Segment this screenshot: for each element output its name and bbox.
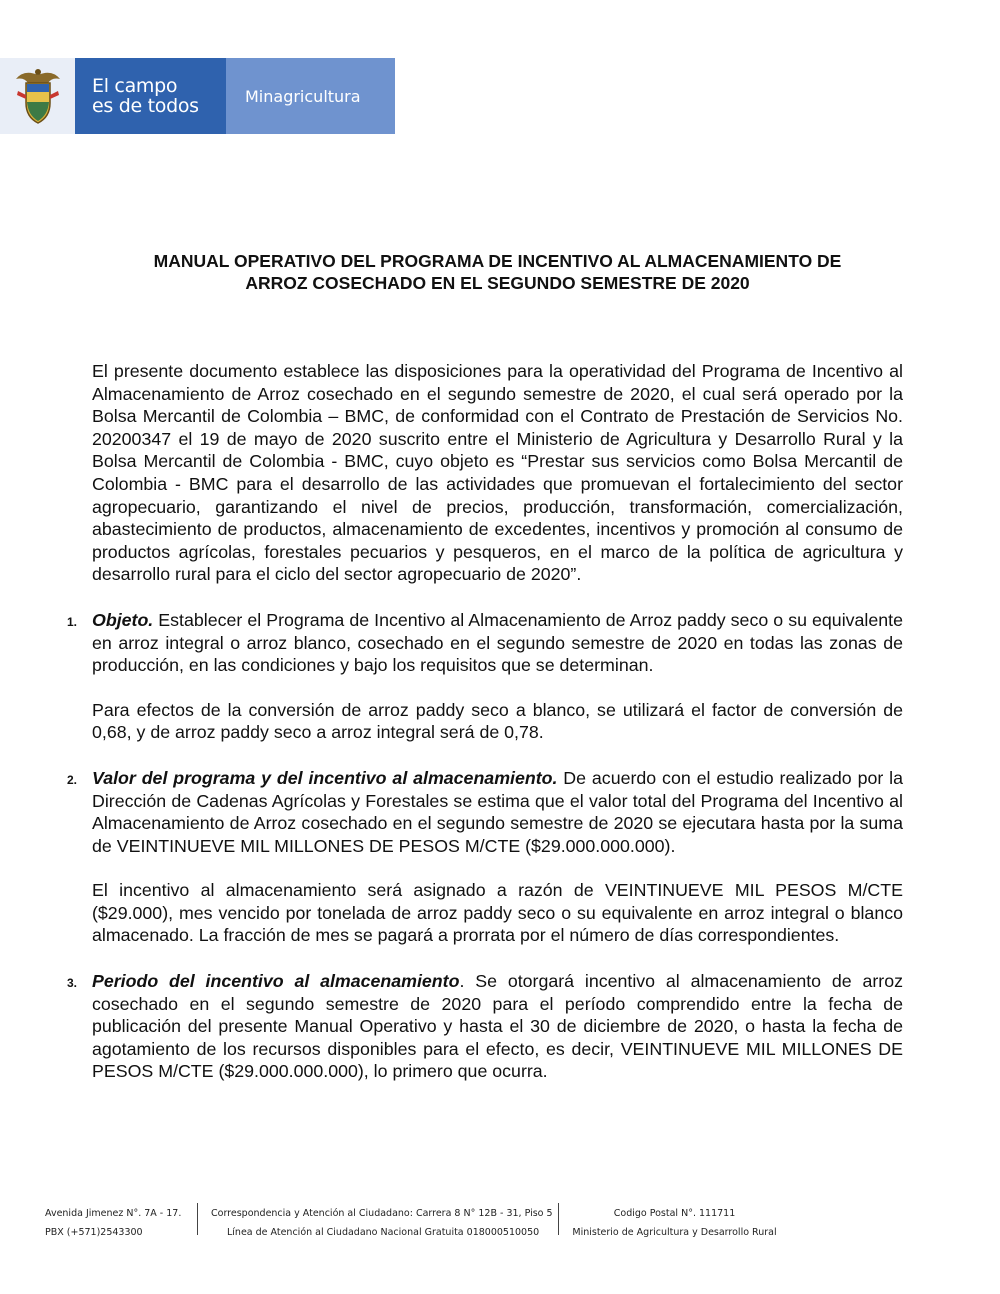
document-title <box>90 250 905 294</box>
title-line-2: ARROZ COSECHADO EN EL SEGUNDO SEMESTRE DE 2020 <box>245 273 750 293</box>
campo-slogan <box>75 58 226 134</box>
title-line-1: MANUAL OPERATIVO DEL PROGRAMA DE INCENTIVO AL ALMACENAMIENTO DE <box>153 251 842 271</box>
slogan-line-2: es de todos <box>92 95 199 117</box>
section-text: Establecer el Programa de Incentivo al Almacenamiento de Arroz paddy seco o su equivalente en arroz integral o arroz blanco, cosechado en el segundo semestre de 2020 en todas las zonas de producción, en las condiciones y bajo los requisitos que se determinan. <box>92 609 903 676</box>
footer-correspondence: Correspondencia y Atención al Ciudadano: Carrera 8 N° 12B - 31, Piso 5 <box>211 1208 553 1219</box>
section-heading: Periodo del incentivo al almacenamiento <box>92 971 460 992</box>
page-footer <box>0 1200 1000 1240</box>
section-periodo <box>67 970 903 1083</box>
section-paragraph <box>92 970 903 1083</box>
crest-container <box>0 58 75 134</box>
footer-postal-block <box>572 1204 777 1242</box>
document-body <box>67 360 903 1083</box>
footer-hotline: Línea de Atención al Ciudadano Nacional Gratuita 018000510050 <box>227 1227 540 1238</box>
section-heading: Valor del programa y del incentivo al almacenamiento. <box>92 767 558 788</box>
section-number: 2. <box>67 772 78 787</box>
footer-address: Avenida Jimenez N°. 7A - 17. <box>45 1208 182 1219</box>
section-extra-paragraph: Para efectos de la conversión de arroz paddy seco a blanco, se utilizará el factor de conversión de 0,68, y de arroz paddy seco a arroz integral será de 0,78. <box>92 699 903 743</box>
section-objeto <box>67 609 903 744</box>
footer-ministry-name: Ministerio de Agricultura y Desarrollo Rural <box>572 1227 777 1238</box>
intro-paragraph: El presente documento establece las disposiciones para la operatividad del Programa de Incentivo al Almacenamiento de Arroz cosechado en el segundo semestre de 2020, el cual será operado por la Bolsa Mercantil de Colombia – BMC, de conformidad con el Contrato de Prestación de Servicios No. 20200347 el 19 de mayo de 2020 suscrito entre el Ministerio de Agricultura y Desarrollo Rural y la Bolsa Mercantil de Colombia - BMC, cuyo objeto es “Prestar sus servicios como Bolsa Mercantil de Colombia - BMC para el desarrollo de las actividades que promuevan el fortalecimiento del sector agropecuario, garantizando el nivel de precios, producción, transformación, comercialización, abastecimiento de productos, almacenamiento de excedentes, incentivos y promoción al consumo de productos agrícolas, forestales pecuarios y pesqueros, en el marco de la política de agricultura y desarrollo rural para el ciclo del sector agropecuario de 2020”. <box>92 361 903 585</box>
footer-divider <box>558 1203 559 1235</box>
section-extra-paragraph: El incentivo al almacenamiento será asignado a razón de VEINTINUEVE MIL PESOS M/CTE ($29.000), mes vencido por tonelada de arroz paddy seco o su equivalente en arroz integral o blanco almacenado. La fracción de mes se pagará a prorrata por el número de días correspondientes. <box>92 880 903 946</box>
footer-postal-code: Codigo Postal N°. 111711 <box>613 1208 736 1219</box>
footer-pbx: PBX (+571)2543300 <box>45 1227 143 1238</box>
section-text: . Se otorgará incentivo al almacenamiento de arroz cosechado en el segundo semestre de 2020 para el período comprendido entre la fecha de publicación del presente Manual Operativo y hasta el 30 de diciembre de 2020, o hasta la fecha de agotamiento de los recursos disponibles para el efecto, es decir, VEINTINUEVE MIL MILLONES DE PESOS M/CTE ($29.000.000.000), lo primero que ocurra. <box>92 971 903 1082</box>
slogan-line-1: El campo <box>92 75 178 97</box>
section-number: 1. <box>67 614 78 629</box>
footer-contact-block <box>211 1204 553 1242</box>
ministry-logo-text: Minagricultura <box>226 58 395 134</box>
section-text: De acuerdo con el estudio realizado por la Dirección de Cadenas Agrícolas y Forestales se estima que el valor total del Programa del Incentivo al Almacenamiento de Arroz cosechado en el segundo semestre de 2020 se ejecutara hasta por la suma de VEINTINUEVE MIL MILLONES DE PESOS M/CTE ($29.000.000.000). <box>92 767 903 856</box>
colombia-coat-of-arms-icon <box>12 65 64 127</box>
section-paragraph <box>92 767 903 857</box>
section-paragraph <box>92 609 903 677</box>
section-number: 3. <box>67 976 78 991</box>
footer-divider <box>197 1203 198 1235</box>
section-heading: Objeto. <box>92 609 154 630</box>
footer-address-block <box>45 1204 181 1242</box>
header-banner <box>0 58 395 134</box>
section-valor <box>67 767 903 947</box>
